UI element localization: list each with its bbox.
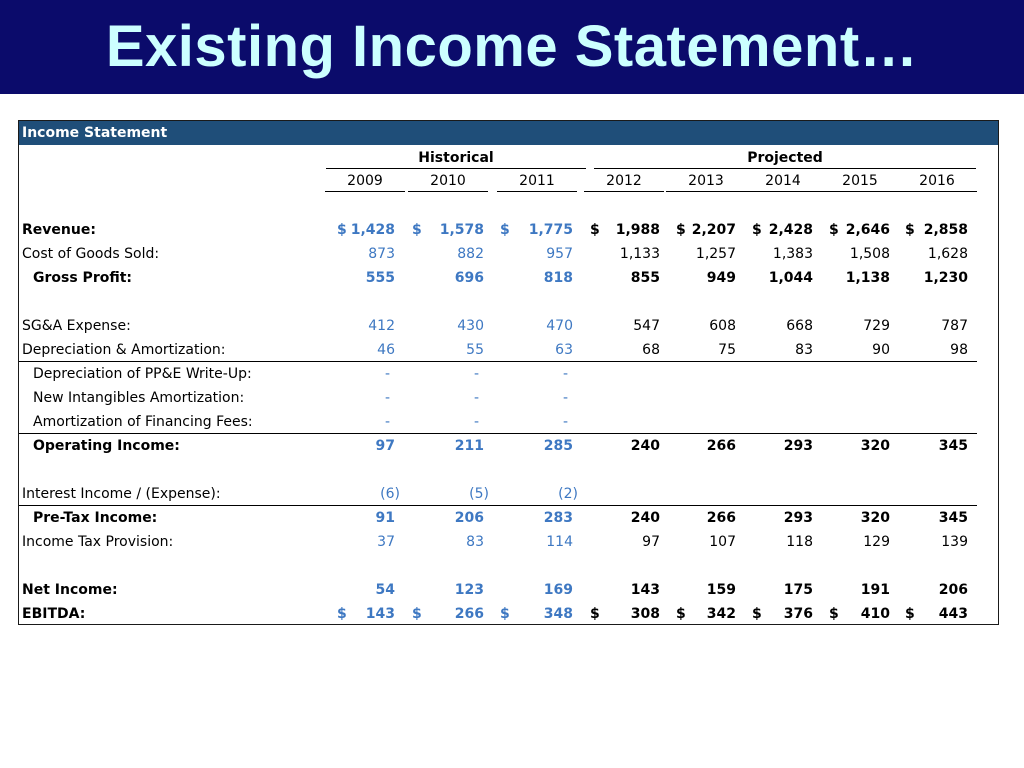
currency-symbol: $ [412, 222, 422, 238]
table-cell: 63 [555, 342, 573, 358]
table-cell: 2,207 [691, 222, 736, 238]
table-cell: 97 [642, 534, 660, 550]
table-cell: 240 [630, 510, 660, 526]
table-cell: - [562, 366, 568, 382]
table-cell: 90 [872, 342, 890, 358]
table-cell: 412 [368, 318, 395, 334]
table-cell: 37 [377, 534, 395, 550]
table-cell: 342 [706, 606, 736, 622]
row-label: Net Income: [22, 582, 118, 598]
table-cell: 2,646 [845, 222, 890, 238]
table-cell: 1,628 [927, 246, 968, 262]
table-cell: 240 [630, 438, 660, 454]
row-label: Pre-Tax Income: [33, 510, 158, 526]
table-cell: - [384, 390, 390, 406]
rule-below-da [19, 361, 977, 362]
table-cell: 345 [938, 510, 968, 526]
table-cell: 175 [783, 582, 813, 598]
year-header-0: 2009 [325, 171, 405, 192]
row-label: Interest Income / (Expense): [22, 486, 221, 502]
table-cell: 410 [860, 606, 890, 622]
rule-above-pretax-income [19, 505, 977, 506]
table-cell: 1,775 [528, 222, 573, 238]
table-cell: 1,578 [439, 222, 484, 238]
table-cell: - [384, 366, 390, 382]
row-label: SG&A Expense: [22, 318, 131, 334]
table-cell: 211 [454, 438, 484, 454]
table-cell: 206 [938, 582, 968, 598]
year-header-6: 2015 [820, 171, 900, 192]
table-cell: 547 [633, 318, 660, 334]
table-row [19, 218, 998, 242]
table-cell: 191 [860, 582, 890, 598]
table-cell: 159 [706, 582, 736, 598]
rule-above-operating-income [19, 433, 977, 434]
year-header-5: 2014 [743, 171, 823, 192]
table-cell: 91 [375, 510, 395, 526]
row-label: Depreciation & Amortization: [22, 342, 226, 358]
row-label: Depreciation of PP&E Write-Up: [33, 366, 252, 382]
table-cell: 55 [466, 342, 484, 358]
table-cell: 75 [718, 342, 736, 358]
table-row [19, 386, 998, 410]
table-row [19, 602, 998, 626]
table-cell: 1,988 [615, 222, 660, 238]
currency-symbol: $ [337, 606, 347, 622]
table-row [19, 482, 998, 506]
table-cell: 1,383 [772, 246, 813, 262]
table-cell: 266 [706, 438, 736, 454]
row-label: Amortization of Financing Fees: [33, 414, 253, 430]
table-cell: 873 [368, 246, 395, 262]
table-cell: 729 [863, 318, 890, 334]
currency-symbol: $ [412, 606, 422, 622]
table-cell: 123 [454, 582, 484, 598]
table-cell: 97 [375, 438, 395, 454]
currency-symbol: $ [676, 606, 686, 622]
table-cell: 114 [546, 534, 573, 550]
group-projected: Projected [594, 148, 976, 169]
table-cell: (5) [469, 486, 489, 502]
row-label: Operating Income: [33, 438, 180, 454]
group-historical: Historical [326, 148, 586, 169]
table-row [19, 578, 998, 602]
row-label: EBITDA: [22, 606, 86, 622]
table-cell: 266 [706, 510, 736, 526]
table-row [19, 362, 998, 386]
table-cell: - [384, 414, 390, 430]
table-cell: 1,044 [768, 270, 813, 286]
table-cell: 443 [938, 606, 968, 622]
year-header-1: 2010 [408, 171, 488, 192]
table-cell: 169 [543, 582, 573, 598]
title-banner [0, 0, 1024, 94]
table-cell: 83 [795, 342, 813, 358]
table-cell: 206 [454, 510, 484, 526]
table-cell: - [473, 366, 479, 382]
currency-symbol: $ [590, 222, 600, 238]
row-label: New Intangibles Amortization: [33, 390, 245, 406]
table-cell: 46 [377, 342, 395, 358]
table-cell: 285 [543, 438, 573, 454]
table-row [19, 314, 998, 338]
currency-symbol: $ [337, 222, 347, 238]
table-cell: 266 [454, 606, 484, 622]
slide-title: Existing Income Statement… [105, 14, 919, 79]
table-cell: 949 [706, 270, 736, 286]
table-row [19, 434, 998, 458]
row-label: Income Tax Provision: [22, 534, 174, 550]
row-label: Revenue: [22, 222, 96, 238]
table-cell: 430 [457, 318, 484, 334]
table-cell: - [473, 390, 479, 406]
table-cell: 608 [709, 318, 736, 334]
table-cell: - [473, 414, 479, 430]
year-header-4: 2013 [666, 171, 746, 192]
table-cell: 818 [543, 270, 573, 286]
currency-symbol: $ [590, 606, 600, 622]
table-row [19, 266, 998, 290]
table-cell: - [562, 390, 568, 406]
table-cell: 882 [457, 246, 484, 262]
table-cell: 118 [786, 534, 813, 550]
currency-symbol: $ [752, 606, 762, 622]
table-cell: 2,858 [923, 222, 968, 238]
table-cell: 957 [546, 246, 573, 262]
currency-symbol: $ [752, 222, 762, 238]
table-cell: 68 [642, 342, 660, 358]
table-cell: 2,428 [768, 222, 813, 238]
table-cell: 83 [466, 534, 484, 550]
table-cell: 98 [950, 342, 968, 358]
currency-symbol: $ [905, 222, 915, 238]
row-label: Cost of Goods Sold: [22, 246, 160, 262]
table-cell: 107 [709, 534, 736, 550]
year-header-7: 2016 [897, 171, 977, 192]
table-cell: - [562, 414, 568, 430]
currency-symbol: $ [500, 606, 510, 622]
table-cell: 787 [941, 318, 968, 334]
table-cell: 855 [630, 270, 660, 286]
table-row [19, 506, 998, 530]
currency-symbol: $ [829, 222, 839, 238]
table-cell: 1,508 [849, 246, 890, 262]
table-cell: 668 [786, 318, 813, 334]
table-cell: 308 [630, 606, 660, 622]
table-cell: 293 [783, 510, 813, 526]
table-cell: 320 [860, 510, 890, 526]
currency-symbol: $ [829, 606, 839, 622]
table-cell: 470 [546, 318, 573, 334]
table-cell: 283 [543, 510, 573, 526]
table-header: Income Statement [19, 121, 998, 145]
table-cell: 1,138 [845, 270, 890, 286]
income-statement-table [18, 120, 999, 625]
table-cell: 1,230 [923, 270, 968, 286]
year-header-2: 2011 [497, 171, 577, 192]
currency-symbol: $ [500, 222, 510, 238]
table-cell: 54 [375, 582, 395, 598]
table-cell: 143 [365, 606, 395, 622]
table-cell: 345 [938, 438, 968, 454]
currency-symbol: $ [905, 606, 915, 622]
table-cell: 293 [783, 438, 813, 454]
table-cell: (2) [558, 486, 578, 502]
currency-symbol: $ [676, 222, 686, 238]
table-cell: (6) [380, 486, 400, 502]
row-label: Gross Profit: [33, 270, 133, 286]
table-cell: 320 [860, 438, 890, 454]
table-cell: 1,133 [619, 246, 660, 262]
table-cell: 555 [365, 270, 395, 286]
table-row [19, 530, 998, 554]
table-cell: 376 [783, 606, 813, 622]
table-cell: 1,428 [350, 222, 395, 238]
table-cell: 696 [454, 270, 484, 286]
table-cell: 139 [941, 534, 968, 550]
year-header-3: 2012 [584, 171, 664, 192]
table-cell: 143 [630, 582, 660, 598]
table-cell: 1,257 [695, 246, 736, 262]
table-row [19, 338, 998, 362]
table-row [19, 410, 998, 434]
table-cell: 348 [543, 606, 573, 622]
table-cell: 129 [863, 534, 890, 550]
table-row [19, 242, 998, 266]
